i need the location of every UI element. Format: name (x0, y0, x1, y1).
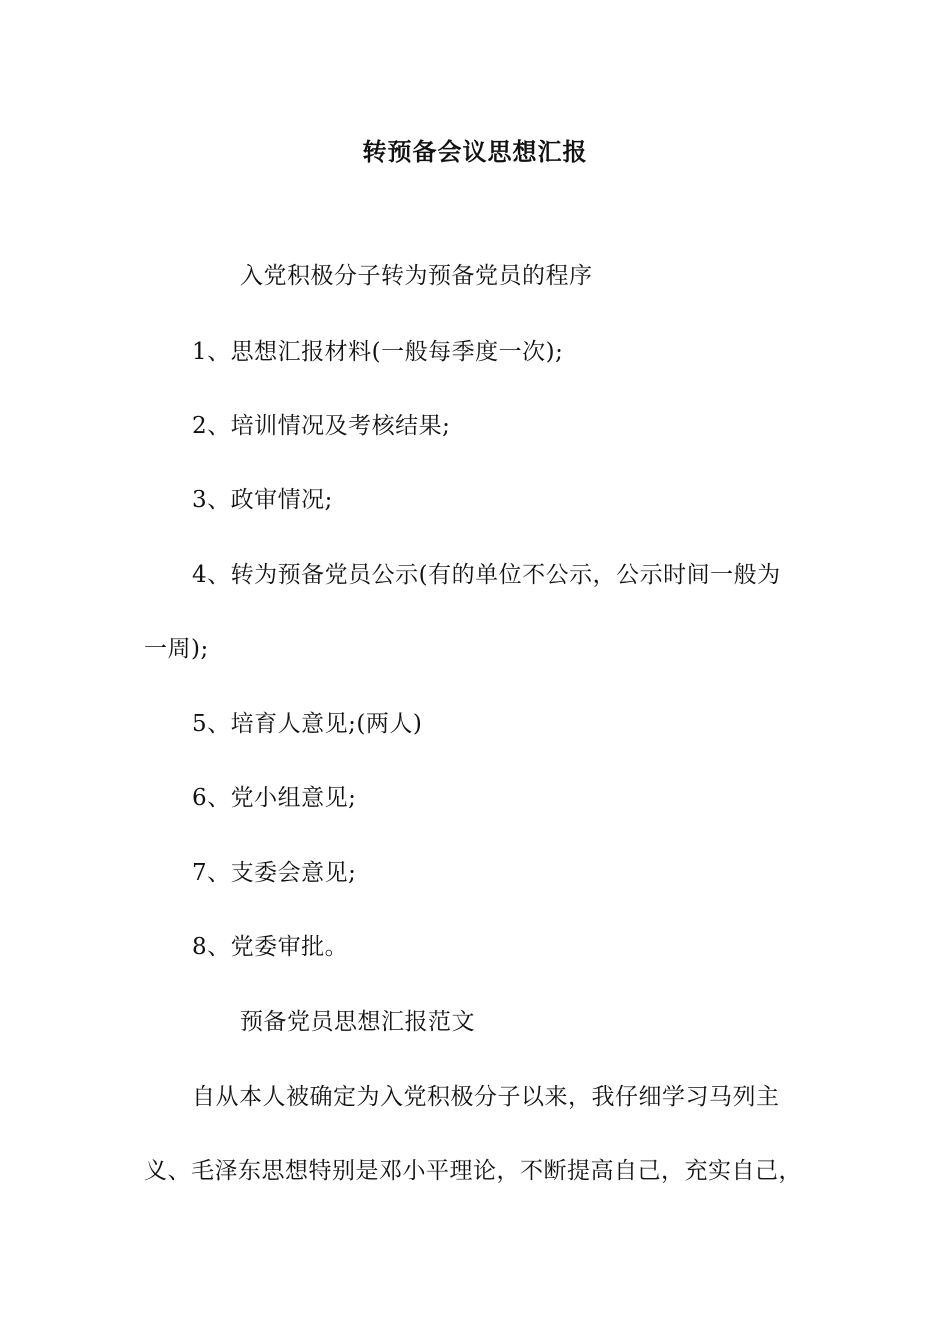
list-item: 2、培训情况及考核结果; (192, 413, 451, 439)
list-item: 7、支委会意见; (192, 860, 357, 886)
list-item: 1、思想汇报材料(一般每季度一次); (192, 339, 564, 365)
list-item: 6、党小组意见; (192, 785, 357, 811)
document-title: 转预备会议思想汇报 (362, 137, 588, 166)
list-item-continuation: 一周); (144, 636, 209, 662)
list-item: 5、培育人意见;(两人) (192, 711, 423, 737)
section-heading-procedure: 入党积极分子转为预备党员的程序 (240, 263, 593, 289)
list-item: 8、党委审批。 (192, 934, 349, 960)
list-item: 3、政审情况; (192, 487, 333, 513)
section-heading-sample: 预备党员思想汇报范文 (240, 1009, 475, 1035)
paragraph-line: 义、毛泽东思想特别是邓小平理论，不断提高自己，充实自己， (144, 1158, 802, 1184)
paragraph-line: 自从本人被确定为入党积极分子以来，我仔细学习马列主 (192, 1084, 780, 1110)
list-item: 4、转为预备党员公示(有的单位不公示，公示时间一般为 (192, 562, 781, 588)
